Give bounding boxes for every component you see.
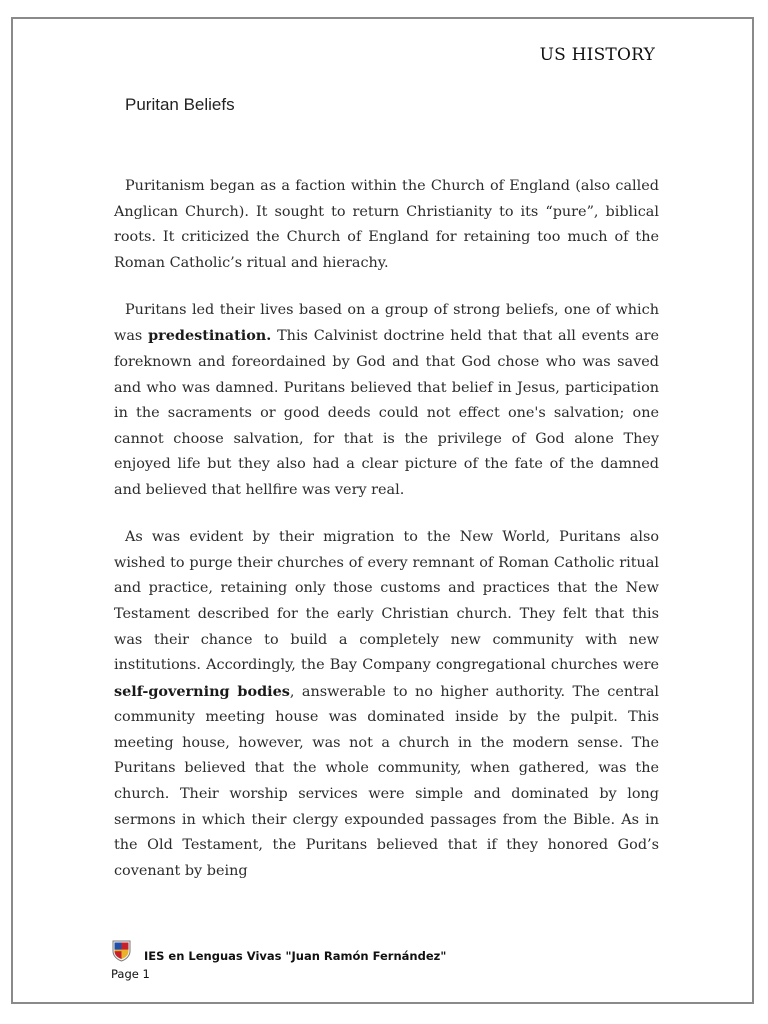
bold-term-self-governing: self-governing bodies [114,682,290,700]
bold-term-predestination: predestination. [148,327,272,345]
paragraph-text: , answerable to no higher authority. The central community meeting house was dominated inside by the pulpit. This meeting house, however, was not a church in the modern sense. The Puritans believed that the whole community, when gathered, was the church. Their worship services were simple and dominated by long sermons in which their clergy expounded passages from the Bible. As in the Old Testament, the Puritans believed that if they honored God’s covenant by being [114,683,659,879]
paragraph-text: Puritans led their lives based on a group of strong beliefs, one of which was [114,301,659,345]
paragraph-2 [114,298,659,504]
paragraph-text: Puritanism began as a faction within the Church of England (also called Anglican Church). It sought to return Christianity to its “pure”, biblical roots. It criticized the Church of England for retaining too much of the Roman Catholic’s ritual and hierachy. [114,178,659,271]
page-number: Page 1 [111,967,150,981]
document-page [11,17,754,1004]
shield-crest-icon [112,940,131,962]
paragraph-1 [114,174,659,276]
document-title: Puritan Beliefs [125,95,235,114]
document-body [114,174,659,906]
page-footer [111,940,611,988]
header-course-title: US HISTORY [539,45,655,65]
institution-name: IES en Lenguas Vivas "Juan Ramón Fernández" [144,949,447,963]
paragraph-text: This Calvinist doctrine held that that all events are foreknown and foreordained by God and that God chose who was saved and who was damned. Puritans believed that belief in Jesus, participation in the sacraments or good deeds could not effect one's salvation; one cannot choose salvation, for that is the privilege of God alone They enjoyed life but they also had a clear picture of the fate of the damned and believed that hellfire was very real. [114,328,659,499]
paragraph-3 [114,525,659,884]
paragraph-text: As was evident by their migration to the New World, Puritans also wished to purge their churches of every remnant of Roman Catholic ritual and practice, retaining only those customs and practices that the New Testament described for the early Christian church. They felt that this was their chance to build a completely new community with new institutions. Accordingly, the Bay Company congregational churches were [114,529,659,674]
